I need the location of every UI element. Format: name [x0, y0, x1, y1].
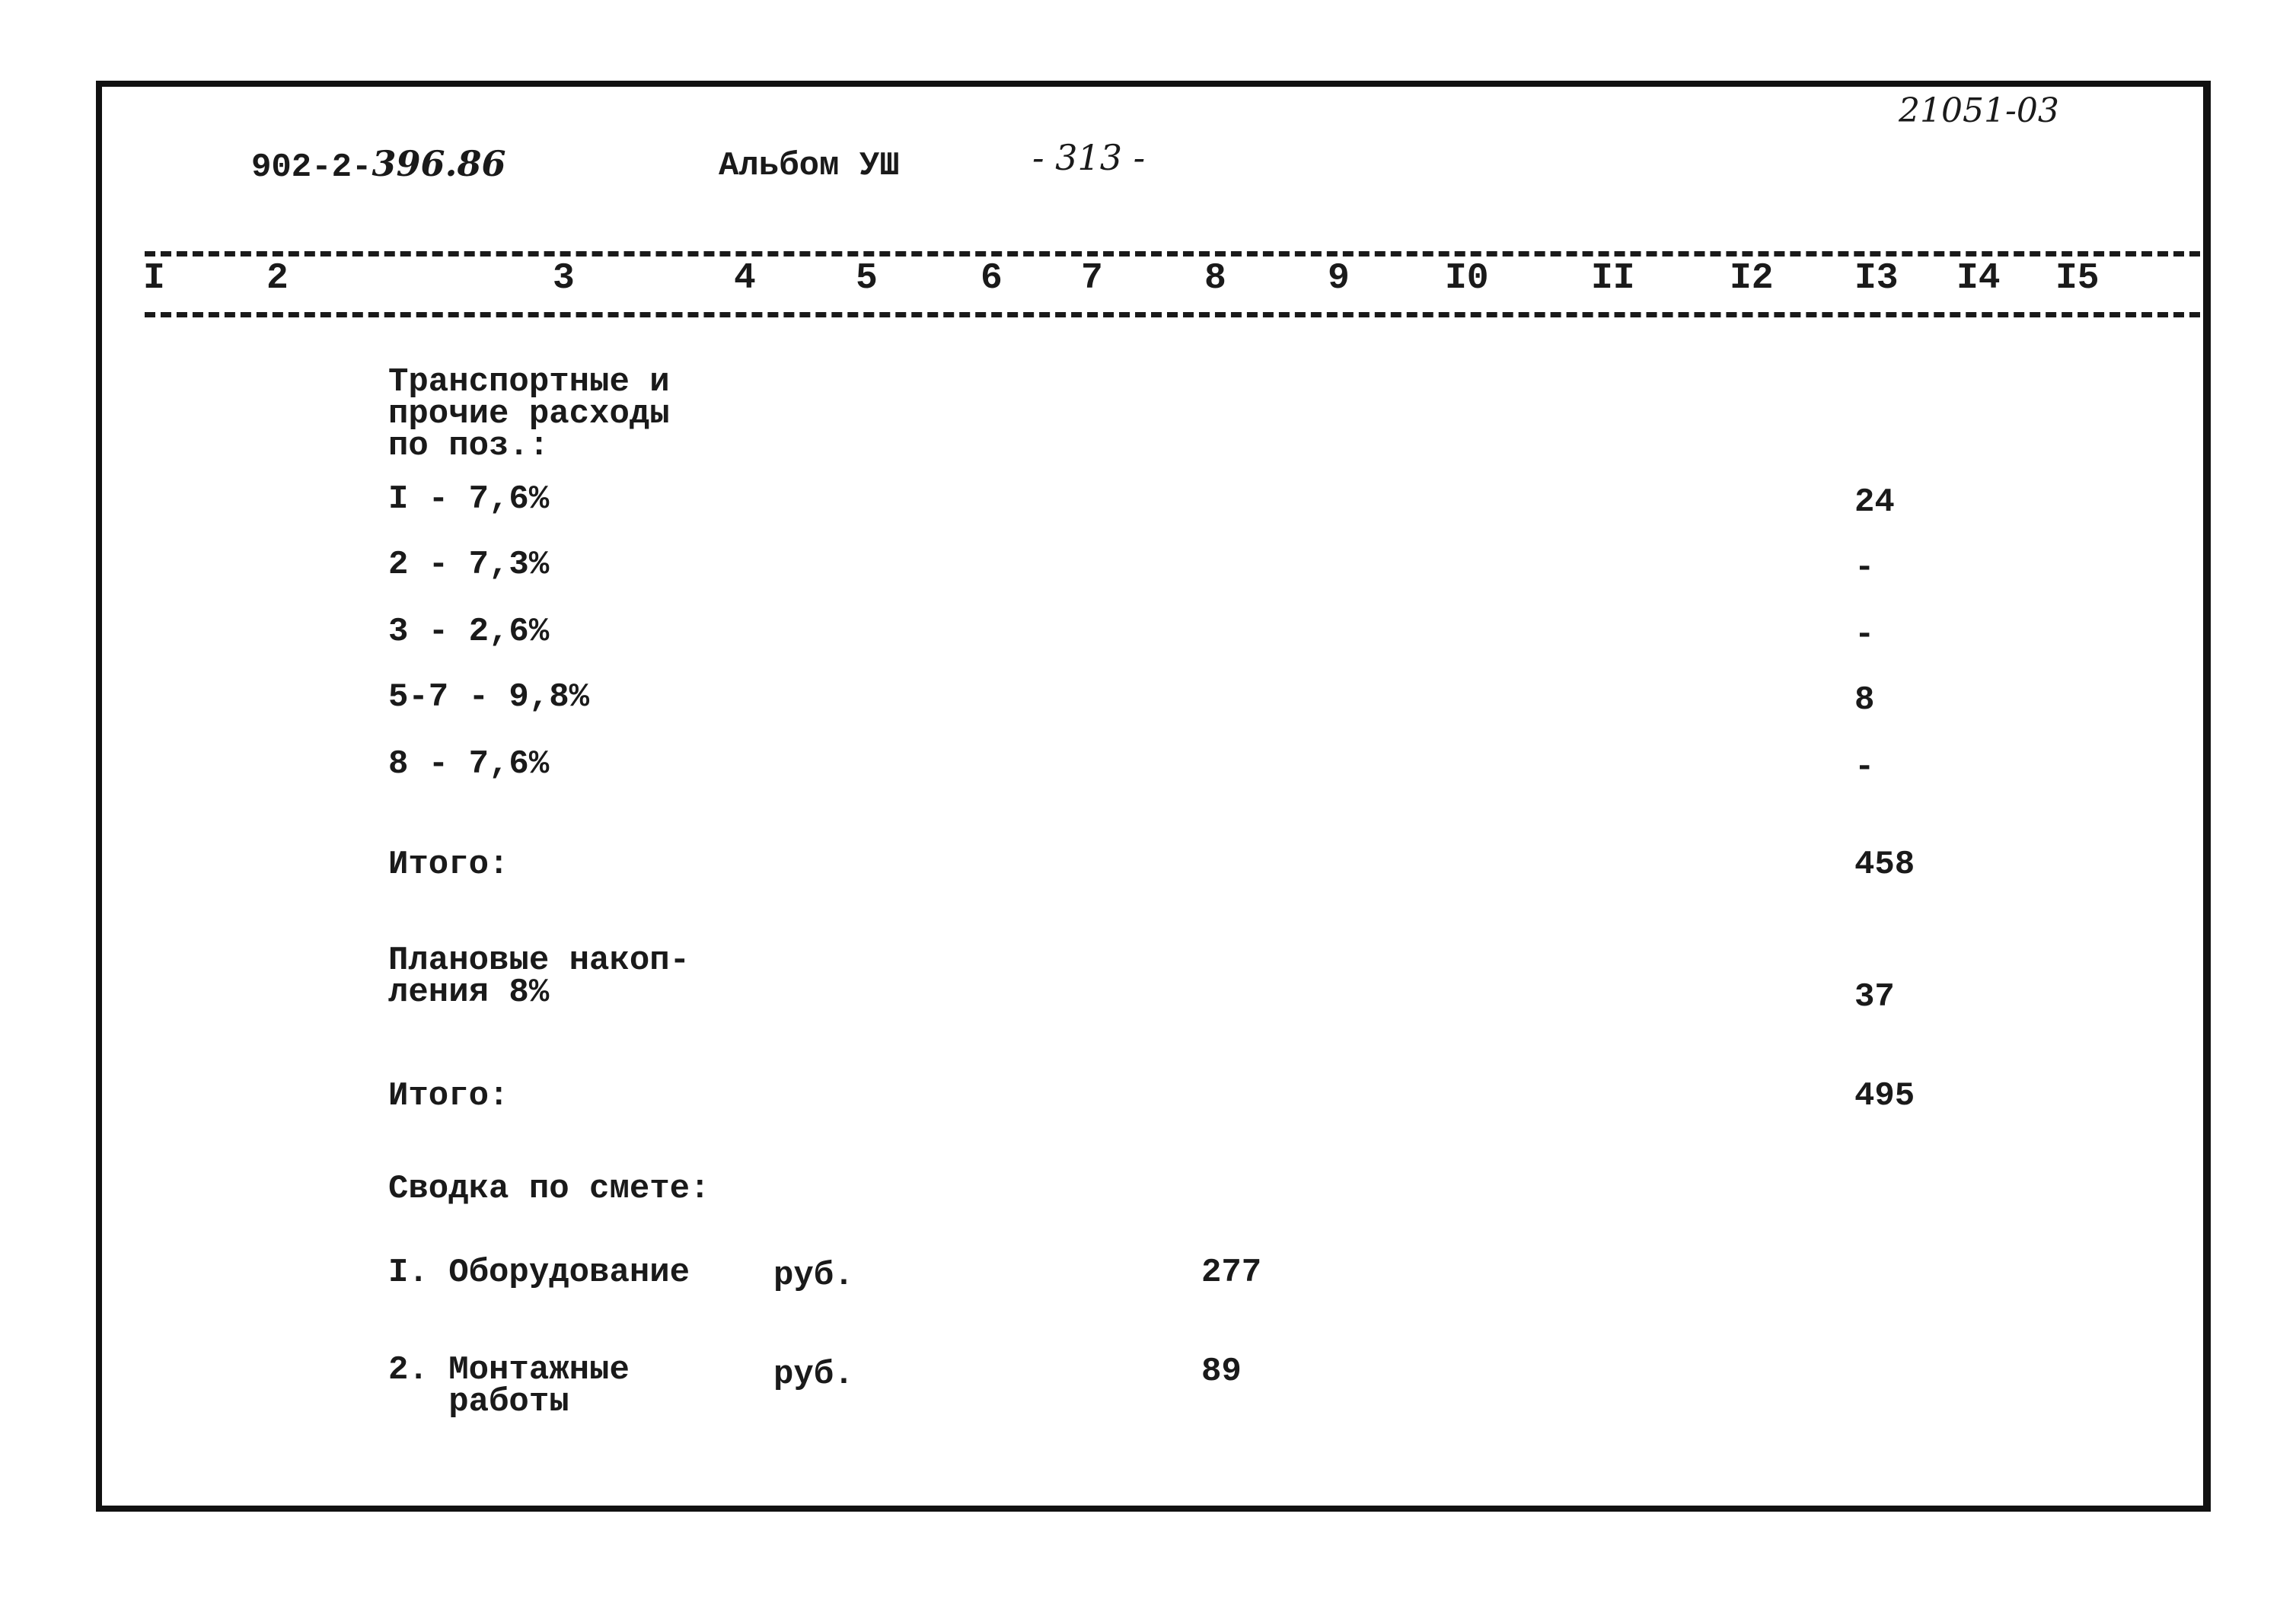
column-number-9: 9 — [1328, 258, 1350, 299]
document-code-handwritten: 396.86 — [372, 143, 506, 184]
summary-unit-1: руб. — [773, 1257, 854, 1295]
total-label-1: Итого: — [388, 846, 509, 884]
summary-value-2: 89 — [1201, 1353, 1242, 1391]
total-label-2: Итого: — [388, 1077, 509, 1115]
column-number-5: 5 — [856, 258, 878, 299]
item-label-5: 8 - 7,6% — [388, 745, 550, 783]
summary-unit-2: руб. — [773, 1356, 854, 1394]
summary-label-2: 2. Монтажные работы — [388, 1351, 630, 1421]
summary-value-1: 277 — [1201, 1254, 1262, 1292]
summary-heading: Сводка по смете: — [388, 1170, 710, 1208]
column-number-13: I3 — [1854, 258, 1899, 299]
item-label-1: I - 7,6% — [388, 480, 550, 518]
item-value-4: 8 — [1854, 681, 1875, 719]
column-number-11: II — [1591, 258, 1635, 299]
header-rule-bottom — [145, 312, 2200, 317]
document-code-printed: 902-2- — [251, 148, 372, 186]
column-number-6: 6 — [981, 258, 1003, 299]
corner-code: 21051-03 — [1899, 91, 2059, 130]
column-number-10: I0 — [1445, 258, 1489, 299]
column-number-3: 3 — [553, 258, 575, 299]
album-label: Альбом УШ — [719, 147, 900, 185]
item-label-3: 3 - 2,6% — [388, 613, 550, 651]
column-number-7: 7 — [1081, 258, 1103, 299]
transport-costs-label: Транспортные и прочие расходы по поз.: — [388, 363, 670, 465]
column-number-1: I — [143, 258, 165, 299]
item-label-4: 5-7 - 9,8% — [388, 678, 590, 716]
planned-savings-value: 37 — [1854, 978, 1895, 1016]
item-value-2: - — [1854, 549, 1875, 587]
column-number-14: I4 — [1956, 258, 2001, 299]
document-code — [251, 143, 506, 186]
item-value-3: - — [1854, 616, 1875, 654]
item-value-1: 24 — [1854, 483, 1895, 521]
column-number-4: 4 — [734, 258, 756, 299]
total-value-1: 458 — [1854, 846, 1915, 884]
planned-savings-label: Плановые накоп- ления 8% — [388, 942, 690, 1012]
item-label-2: 2 - 7,3% — [388, 546, 550, 584]
column-number-2: 2 — [266, 258, 289, 299]
column-number-15: I5 — [2055, 258, 2100, 299]
header-rule-top — [145, 251, 2200, 257]
column-number-12: I2 — [1730, 258, 1774, 299]
summary-label-1: I. Оборудование — [388, 1254, 690, 1292]
page-number: - 313 - — [1032, 137, 1146, 178]
column-number-8: 8 — [1204, 258, 1226, 299]
total-value-2: 495 — [1854, 1077, 1915, 1115]
item-value-5: - — [1854, 748, 1875, 786]
